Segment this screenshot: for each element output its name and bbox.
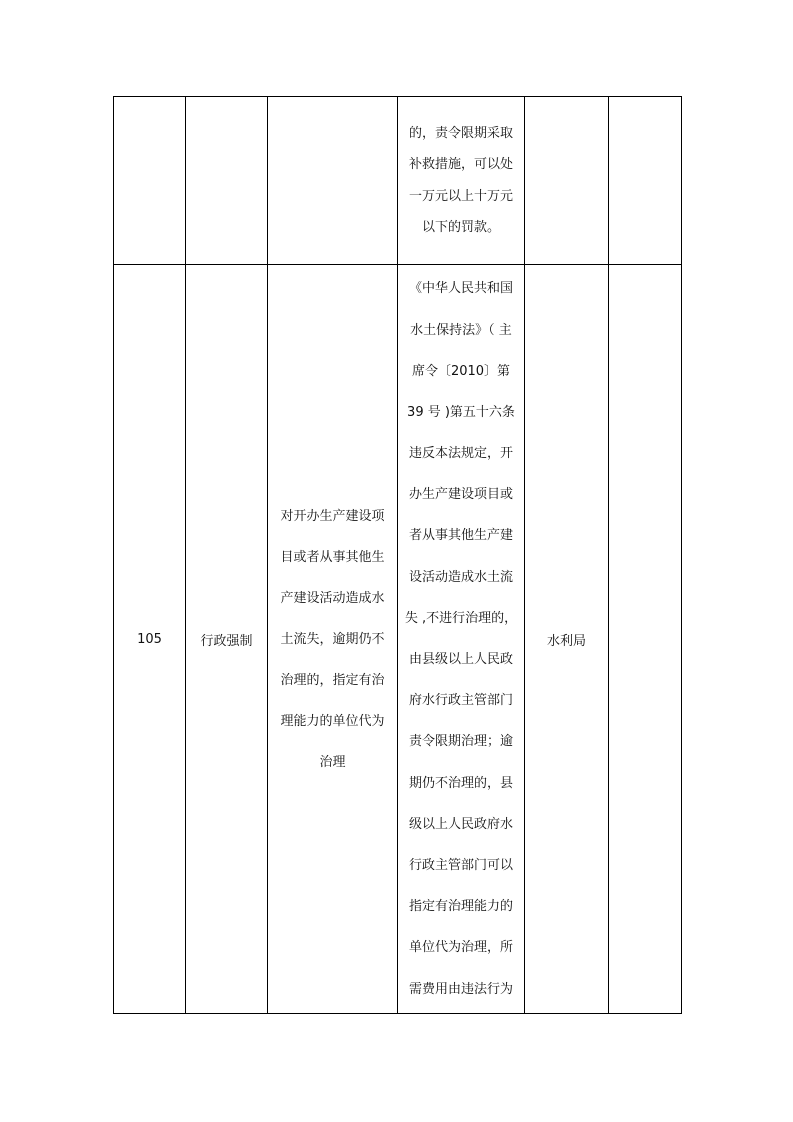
category-cell <box>186 97 268 265</box>
table-row <box>114 265 682 1014</box>
basis-line: 者从事其他生产建 <box>408 528 513 544</box>
row-number-cell <box>114 97 186 265</box>
matter-line: 土流失，逾期仍不 <box>280 631 385 647</box>
basis-line: 一万元以上十万元 <box>408 188 513 204</box>
enforcement-table <box>113 96 682 1014</box>
matter-line: 治理 <box>319 754 346 770</box>
department-cell <box>525 97 609 265</box>
basis-line: 单位代为治理，所 <box>408 940 513 956</box>
basis-line: 级以上人民政府水 <box>408 816 513 832</box>
basis-line: 需费用由违法行为 <box>408 981 513 997</box>
note-cell <box>609 97 682 265</box>
basis-line: 以下的罚款。 <box>421 220 500 235</box>
basis-line: 失 ,不进行治理的， <box>404 610 518 626</box>
basis-cell <box>398 265 525 1014</box>
basis-line: 办生产建设项目或 <box>408 487 513 503</box>
matter-text <box>268 496 397 783</box>
basis-line: 补救措施，可以处 <box>408 157 513 172</box>
basis-line: 违反本法规定，开 <box>408 446 513 462</box>
basis-line: 《中华人民共和国 <box>408 281 513 297</box>
basis-line: 府水行政主管部门 <box>408 693 513 709</box>
note-cell <box>609 265 682 1014</box>
row-number-cell: 105 <box>114 265 186 1014</box>
matter-line: 目或者从事其他生 <box>280 549 385 565</box>
matter-cell <box>268 265 398 1014</box>
basis-line: 席令〔2010〕第 <box>411 363 511 379</box>
basis-line: 由县级以上人民政 <box>408 652 513 667</box>
basis-line: 39 号 )第五十六条 <box>407 404 515 420</box>
basis-text <box>398 118 524 244</box>
basis-line: 的，责令限期采取 <box>408 125 513 141</box>
matter-line: 对开办生产建设项 <box>280 508 385 524</box>
basis-line: 指定有治理能力的 <box>408 899 513 915</box>
basis-line: 设活动造成水土流 <box>408 569 513 585</box>
matter-line: 治理的，指定有治 <box>280 672 385 688</box>
basis-cell <box>398 97 525 265</box>
basis-line: 责令限期治理；逾 <box>408 734 513 750</box>
department-cell: 水利局 <box>525 265 609 1014</box>
basis-line: 期仍不治理的，县 <box>408 775 513 791</box>
matter-cell <box>268 97 398 265</box>
matter-line: 产建设活动造成水 <box>280 590 385 606</box>
matter-line: 理能力的单位代为 <box>280 713 385 729</box>
category-cell: 行政强制 <box>186 265 268 1014</box>
basis-line: 行政主管部门可以 <box>408 857 513 873</box>
table-row <box>114 97 682 265</box>
basis-line: 水土保持法》（ 主 <box>410 322 512 338</box>
basis-text <box>398 268 524 1009</box>
